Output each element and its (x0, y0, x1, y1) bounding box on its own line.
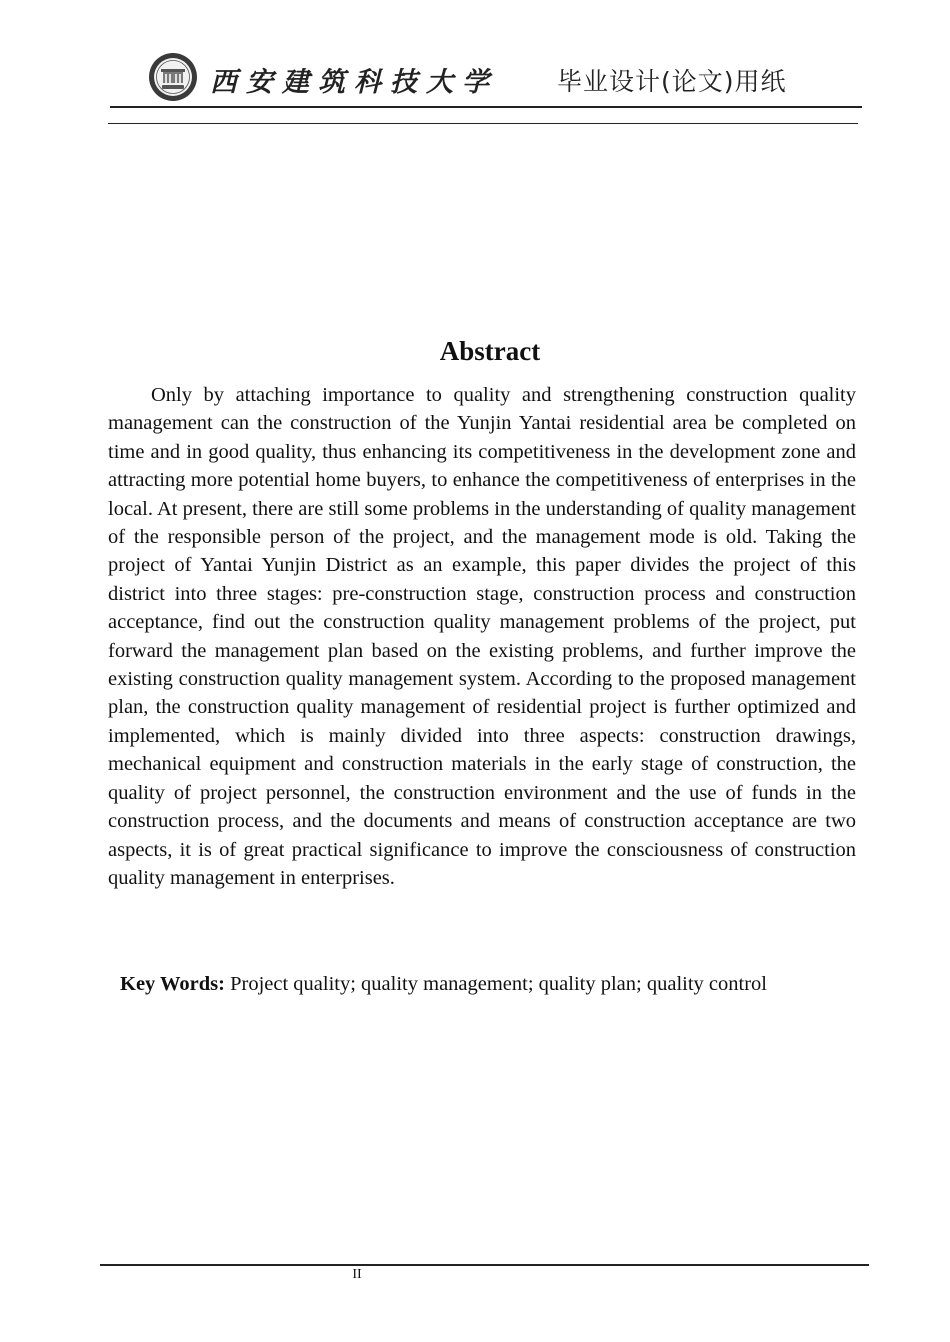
university-name: 西安建筑科技大学 (210, 67, 498, 98)
paper-label: 毕业设计(论文)用纸 (557, 67, 787, 96)
footer-rule (100, 1264, 869, 1266)
keywords-line (120, 970, 860, 998)
page-header (110, 44, 862, 108)
keywords-label: Key Words: (120, 973, 225, 995)
abstract-title: Abstract (439, 336, 541, 366)
university-seal-icon (148, 52, 198, 102)
abstract-body: Only by attaching importance to quality and strengthening construction quality management can the construction of the Yunjin Yantai residential area be completed on time and in good quality, thus enhancing its competitiveness in the development zone and attracting more potential home buyers, to enhance the competitiveness of enterprises in the local. At present, there are still some problems in the understanding of quality management of the responsible person of the project, and the management mode is old. Taking the project of Yantai Yunjin District as an example, this paper divides the project of this district into three stages: pre-construction stage, construction process and construction acceptance, find out the construction quality management problems of the project, put forward the management plan based on the existing problems, and further improve the existing construction quality management system. According to the proposed management plan, the construction quality management of residential project is further optimized and implemented, which is mainly divided into three aspects: construction drawings, mechanical equipment and construction materials in the early stage of construction, the quality of project personnel, the construction environment and the use of funds in the construction process, and the documents and means of construction acceptance are two aspects, it is of great practical significance to improve the consciousness of construction quality management in enterprises. (108, 384, 856, 889)
header-rule-thin (108, 123, 858, 124)
page-number: II (352, 1267, 362, 1282)
header-rule-thick (110, 106, 862, 108)
keywords-text: Project quality; quality management; quality plan; quality control (230, 973, 767, 995)
